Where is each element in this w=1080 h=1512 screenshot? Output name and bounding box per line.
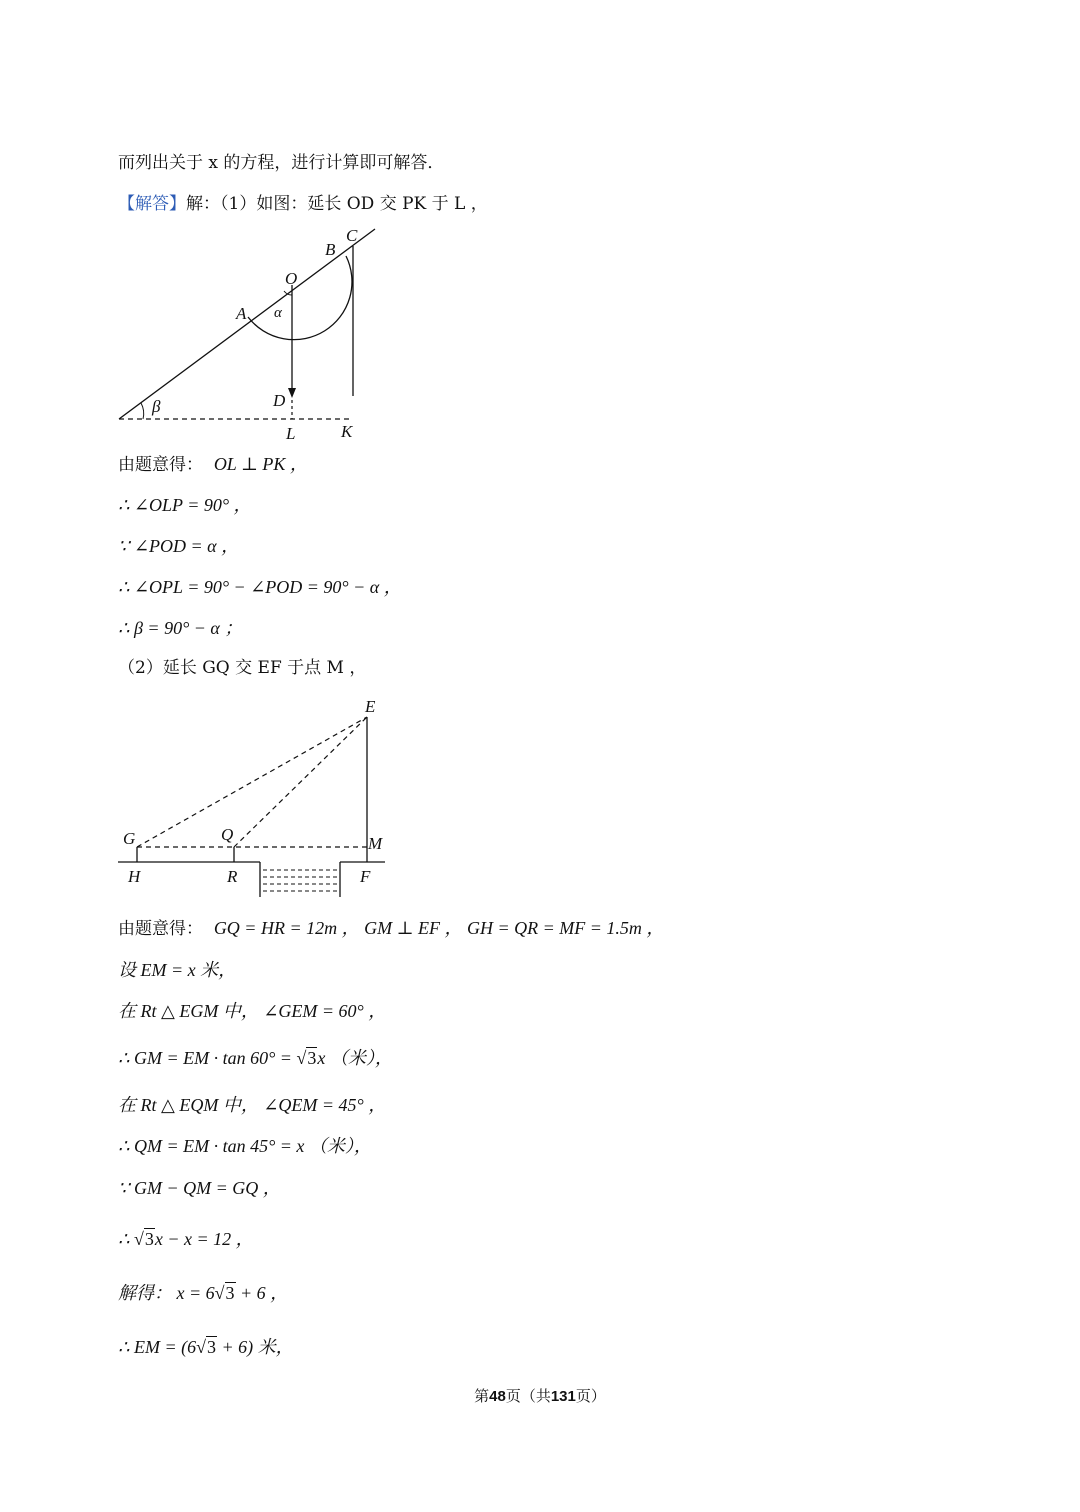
sqrt-symbol: √3 <box>214 1283 235 1303</box>
sqrt-symbol: √3 <box>196 1337 216 1357</box>
label-beta: β <box>152 397 161 416</box>
given-line-2: 由题意得： GQ = HR = 12m ， GM ⊥ EF ， GH = QR = MF = 1.5m ， <box>118 918 665 939</box>
water-lines <box>263 870 338 891</box>
label-M: M <box>368 834 383 853</box>
protractor-arc <box>248 256 352 340</box>
equation: ∴ √3x − x = 12 ， <box>118 1229 254 1249</box>
label-C: C <box>346 226 358 245</box>
step-opl: ∴ ∠OPL = 90° − ∠POD = 90° − α ， <box>118 577 402 597</box>
step-pod: ∵ ∠POD = α ， <box>118 536 240 556</box>
step-olp: ∴ ∠OLP = 90° ， <box>118 495 252 515</box>
page-footer: 第48页（共131页） <box>474 1387 606 1405</box>
label-D: D <box>273 391 286 410</box>
label-F: F <box>360 867 371 886</box>
label-G: G <box>123 829 136 848</box>
sight-line-ge <box>137 717 367 847</box>
conclusion-em: ∴ EM = (6√3 + 6) 米， <box>118 1337 294 1357</box>
step-qm: ∴ QM = EM · tan 45° = x （米）， <box>118 1136 372 1156</box>
sight-line-qe <box>234 717 367 847</box>
label-B: B <box>325 240 336 259</box>
triangle-eqm: 在 Rt △ EQM 中， ∠QEM = 45° ， <box>118 1095 387 1115</box>
solution-tag: 【解答】 <box>118 194 186 214</box>
total-pages: 131 <box>550 1388 576 1405</box>
solution-part1-intro: 解：（1）如图：延长 OD 交 PK 于 L ， <box>186 194 488 214</box>
page-number: 48 <box>489 1388 506 1405</box>
triangle-egm: 在 Rt △ EGM 中， ∠GEM = 60° ， <box>118 1001 387 1021</box>
beta-arc <box>141 403 144 419</box>
label-alpha: α <box>274 305 282 321</box>
figure-2-height-diagram <box>110 692 410 907</box>
label-E: E <box>365 697 376 716</box>
step-beta: ∴ β = 90° − α ； <box>118 618 243 638</box>
label-L: L <box>286 424 296 443</box>
sqrt-symbol: √3 <box>296 1048 317 1068</box>
plumb-arrow <box>288 388 296 398</box>
sqrt-symbol: √3 <box>133 1229 154 1249</box>
solution-part2-intro: （2）延长 GQ 交 EF 于点 M ， <box>118 658 367 678</box>
label-O: O <box>285 269 298 288</box>
text-line-1: 而列出关于 x 的方程，进行计算即可解答． <box>118 153 445 173</box>
figure-1-slope-diagram <box>110 222 410 447</box>
label-H: H <box>128 867 141 886</box>
label-R: R <box>227 867 238 886</box>
let-em: 设 EM = x 米， <box>118 960 237 980</box>
solution-x: 解得： x = 6√3 + 6 ， <box>118 1283 289 1303</box>
step-gm-qm: ∵ GM − QM = GQ ， <box>118 1178 281 1198</box>
step-gm: ∴ GM = EM · tan 60° = √3x （米）， <box>118 1048 393 1068</box>
given-line-1: 由题意得： OL ⊥ PK ， <box>118 454 308 475</box>
label-K: K <box>341 422 353 441</box>
label-Q: Q <box>221 825 234 844</box>
solution-header-line <box>118 193 488 215</box>
slope-line <box>119 229 375 419</box>
label-A: A <box>236 304 247 323</box>
